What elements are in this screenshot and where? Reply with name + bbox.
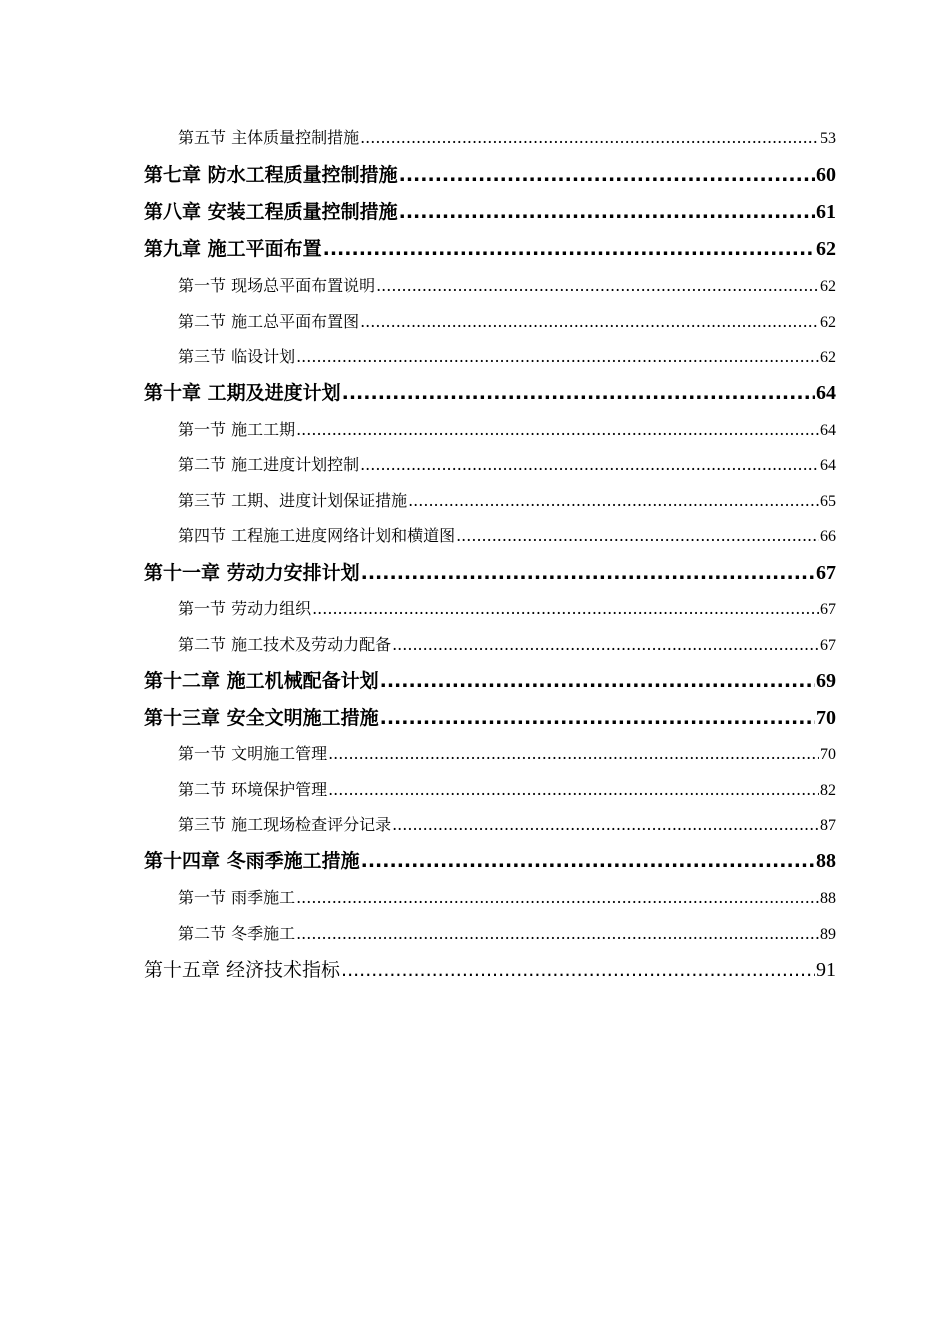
toc-entry-title: 第二节 冬季施工 bbox=[178, 924, 296, 943]
toc-dot-leader bbox=[341, 959, 815, 981]
toc-page-number: 88 bbox=[816, 850, 836, 872]
toc-page-number: 91 bbox=[816, 959, 836, 981]
toc-entry-section[interactable] bbox=[178, 488, 836, 511]
toc-entry-title: 第一节 现场总平面布置说明 bbox=[178, 276, 376, 295]
toc-entry-title: 第十三章 安全文明施工措施 bbox=[144, 707, 379, 729]
toc-dot-leader bbox=[296, 420, 819, 439]
toc-dot-leader bbox=[399, 164, 815, 186]
toc-entry-section[interactable] bbox=[178, 632, 836, 655]
toc-entry-title: 第二节 环境保护管理 bbox=[178, 780, 328, 799]
toc-entry-title: 第十章 工期及进度计划 bbox=[144, 382, 341, 404]
toc-dot-leader bbox=[376, 276, 819, 295]
toc-page-number: 70 bbox=[816, 707, 836, 729]
toc-page-number: 66 bbox=[820, 528, 836, 545]
toc-entry-title: 第九章 施工平面布置 bbox=[144, 238, 322, 260]
toc-page-number: 62 bbox=[820, 349, 836, 366]
toc-entry-title: 第一节 劳动力组织 bbox=[178, 599, 312, 618]
toc-dot-leader bbox=[408, 491, 819, 510]
toc-entry-chapter[interactable] bbox=[144, 378, 836, 405]
toc-page-number: 53 bbox=[820, 130, 836, 147]
toc-dot-leader bbox=[392, 635, 819, 654]
toc-entry-chapter[interactable] bbox=[144, 197, 836, 224]
toc-page-number: 64 bbox=[820, 422, 836, 439]
toc-entry-chapter[interactable] bbox=[144, 846, 836, 873]
toc-dot-leader bbox=[360, 312, 819, 331]
toc-entry-title: 第八章 安装工程质量控制措施 bbox=[144, 201, 398, 223]
toc-entry-chapter[interactable] bbox=[144, 955, 836, 982]
toc-page-number: 89 bbox=[820, 926, 836, 943]
toc-entry-section[interactable] bbox=[178, 273, 836, 296]
toc-entry-section[interactable] bbox=[178, 125, 836, 148]
toc-dot-leader bbox=[296, 924, 819, 943]
toc-page-number: 67 bbox=[820, 637, 836, 654]
toc-page-number: 87 bbox=[820, 817, 836, 834]
toc-entry-chapter[interactable] bbox=[144, 160, 836, 187]
toc-page-number: 65 bbox=[820, 493, 836, 510]
toc-entry-title: 第十一章 劳动力安排计划 bbox=[144, 562, 360, 584]
toc-entry-title: 第五节 主体质量控制措施 bbox=[178, 128, 360, 147]
toc-dot-leader bbox=[456, 526, 819, 545]
toc-page-number: 60 bbox=[816, 164, 836, 186]
toc-entry-section[interactable] bbox=[178, 596, 836, 619]
toc-page-number: 70 bbox=[820, 746, 836, 763]
toc-entry-chapter[interactable] bbox=[144, 558, 836, 585]
toc-dot-leader bbox=[312, 599, 819, 618]
toc-dot-leader bbox=[328, 744, 819, 763]
toc-page-number: 88 bbox=[820, 890, 836, 907]
toc-page-number: 69 bbox=[816, 670, 836, 692]
toc-dot-leader bbox=[296, 347, 819, 366]
toc-entry-title: 第二节 施工技术及劳动力配备 bbox=[178, 635, 392, 654]
toc-dot-leader bbox=[360, 455, 819, 474]
toc-entry-section[interactable] bbox=[178, 812, 836, 835]
toc-entry-section[interactable] bbox=[178, 417, 836, 440]
toc-entry-title: 第三节 临设计划 bbox=[178, 347, 296, 366]
toc-entry-title: 第三节 施工现场检查评分记录 bbox=[178, 815, 392, 834]
toc-entry-chapter[interactable] bbox=[144, 703, 836, 730]
toc-dot-leader bbox=[342, 382, 815, 404]
toc-page-number: 64 bbox=[816, 382, 836, 404]
toc-dot-leader bbox=[328, 780, 819, 799]
toc-entry-title: 第二节 施工总平面布置图 bbox=[178, 312, 360, 331]
toc-entry-section[interactable] bbox=[178, 741, 836, 764]
toc-entry-title: 第四节 工程施工进度网络计划和横道图 bbox=[178, 526, 456, 545]
toc-page-number: 62 bbox=[816, 238, 836, 260]
toc-page-number: 82 bbox=[820, 782, 836, 799]
toc-page-number: 62 bbox=[820, 278, 836, 295]
toc-dot-leader bbox=[361, 562, 815, 584]
toc-entry-title: 第十二章 施工机械配备计划 bbox=[144, 670, 379, 692]
toc-entry-section[interactable] bbox=[178, 344, 836, 367]
toc-dot-leader bbox=[380, 707, 815, 729]
toc-dot-leader bbox=[399, 201, 815, 223]
toc-entry-title: 第三节 工期、进度计划保证措施 bbox=[178, 491, 408, 510]
toc-entry-chapter[interactable] bbox=[144, 666, 836, 693]
toc-entry-title: 第一节 施工工期 bbox=[178, 420, 296, 439]
toc-entry-title: 第七章 防水工程质量控制措施 bbox=[144, 164, 398, 186]
toc-page-number: 67 bbox=[816, 562, 836, 584]
toc-page-number: 67 bbox=[820, 601, 836, 618]
toc-entry-section[interactable] bbox=[178, 452, 836, 475]
toc-entry-section[interactable] bbox=[178, 523, 836, 546]
toc-page-number: 62 bbox=[820, 314, 836, 331]
toc-entry-section[interactable] bbox=[178, 309, 836, 332]
toc-entry-section[interactable] bbox=[178, 921, 836, 944]
toc-dot-leader bbox=[323, 238, 815, 260]
toc-entry-title: 第一节 雨季施工 bbox=[178, 888, 296, 907]
toc-entry-title: 第二节 施工进度计划控制 bbox=[178, 455, 360, 474]
toc-entry-section[interactable] bbox=[178, 885, 836, 908]
toc-dot-leader bbox=[361, 850, 815, 872]
toc-dot-leader bbox=[296, 888, 819, 907]
toc-dot-leader bbox=[360, 128, 819, 147]
toc-dot-leader bbox=[392, 815, 819, 834]
toc-entry-title: 第一节 文明施工管理 bbox=[178, 744, 328, 763]
toc-page-number: 64 bbox=[820, 457, 836, 474]
toc-dot-leader bbox=[380, 670, 815, 692]
toc-entry-title: 第十四章 冬雨季施工措施 bbox=[144, 850, 360, 872]
toc-entry-chapter[interactable] bbox=[144, 234, 836, 261]
toc-entry-title: 第十五章 经济技术指标 bbox=[144, 959, 341, 981]
toc-page-number: 61 bbox=[816, 201, 836, 223]
toc-entry-section[interactable] bbox=[178, 777, 836, 800]
